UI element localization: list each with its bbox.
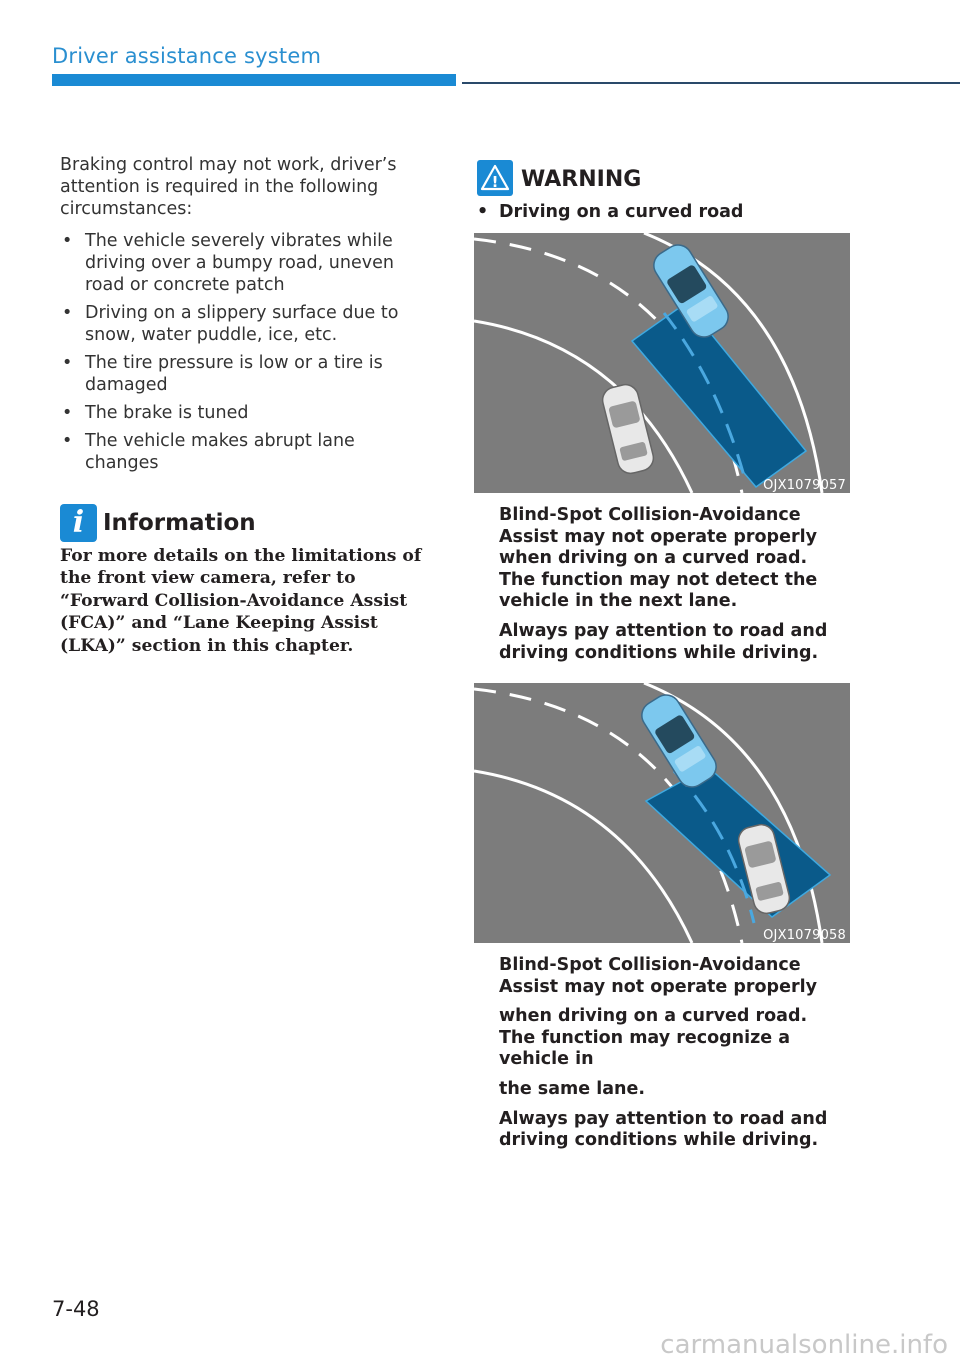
list-item-text: The tire pressure is low or a tire is damaged <box>85 353 383 395</box>
warning-label: WARNING <box>521 167 642 192</box>
bullet-dot: • <box>62 353 73 373</box>
section-title: Driver assistance system <box>52 44 322 68</box>
caption-paragraph: Blind-Spot Collision-Avoidance Assist may not operate properly <box>499 955 817 997</box>
caption-paragraph: Always pay attention to road and driving conditions while driving. <box>499 620 828 663</box>
figure2-caption <box>499 955 844 1160</box>
bullet-dot: • <box>477 202 489 222</box>
warning-bullet-text: Driving on a curved road <box>499 202 744 222</box>
bullet-dot: • <box>62 403 73 423</box>
info-icon: i <box>60 504 97 542</box>
list-item-text: The vehicle makes abrupt lane changes <box>85 431 355 473</box>
figure-curved-road-next-lane <box>474 233 850 493</box>
bullet-dot: • <box>62 303 73 323</box>
list-item <box>60 430 430 474</box>
list-item <box>60 230 430 296</box>
warning-exclamation: ! <box>491 173 499 191</box>
caption-paragraph: when driving on a curved road. The function may recognize a vehicle in <box>499 1006 808 1070</box>
figure-curved-road-same-lane <box>474 683 850 943</box>
header-rule <box>462 82 960 84</box>
intro-paragraph: Braking control may not work, driver’s attention is required in the following circumstances: <box>60 155 397 219</box>
bullet-dot: • <box>62 431 73 451</box>
information-label: Information <box>103 510 256 536</box>
caption-paragraph: Always pay attention to road and driving conditions while driving. <box>499 1108 828 1151</box>
figure1-caption <box>499 505 844 672</box>
warning-bullet <box>477 202 743 222</box>
list-item <box>60 402 430 424</box>
caption-paragraph: the same lane. <box>499 1078 645 1099</box>
left-column <box>60 154 430 480</box>
list-item <box>60 352 430 396</box>
bullet-dot: • <box>62 231 73 251</box>
list-item-text: The brake is tuned <box>85 403 249 423</box>
list-item <box>60 302 430 346</box>
information-body: For more details on the limitations of the front view camera, refer to “Forward Collision-Avoidance Assist (FCA)” and “Lane Keeping Assist (LKA)” section in this chapter. <box>60 546 422 656</box>
circumstance-list <box>60 230 430 474</box>
caption-paragraph: Blind-Spot Collision-Avoidance Assist may not operate properly when driving on a curved road. The function may not detect the vehicle in the next lane. <box>499 505 818 612</box>
page-number: 7-48 <box>52 1297 100 1321</box>
watermark: carmanualsonline.info <box>660 1330 948 1360</box>
figure-code: OJX1079058 <box>763 928 846 943</box>
figure-code: OJX1079057 <box>763 478 846 493</box>
list-item-text: The vehicle severely vibrates while driving over a bumpy road, uneven road or concrete patch <box>85 231 394 295</box>
warning-triangle-icon <box>477 160 513 196</box>
list-item-text: Driving on a slippery surface due to snow, water puddle, ice, etc. <box>85 303 399 345</box>
header-accent-bar <box>52 74 456 86</box>
